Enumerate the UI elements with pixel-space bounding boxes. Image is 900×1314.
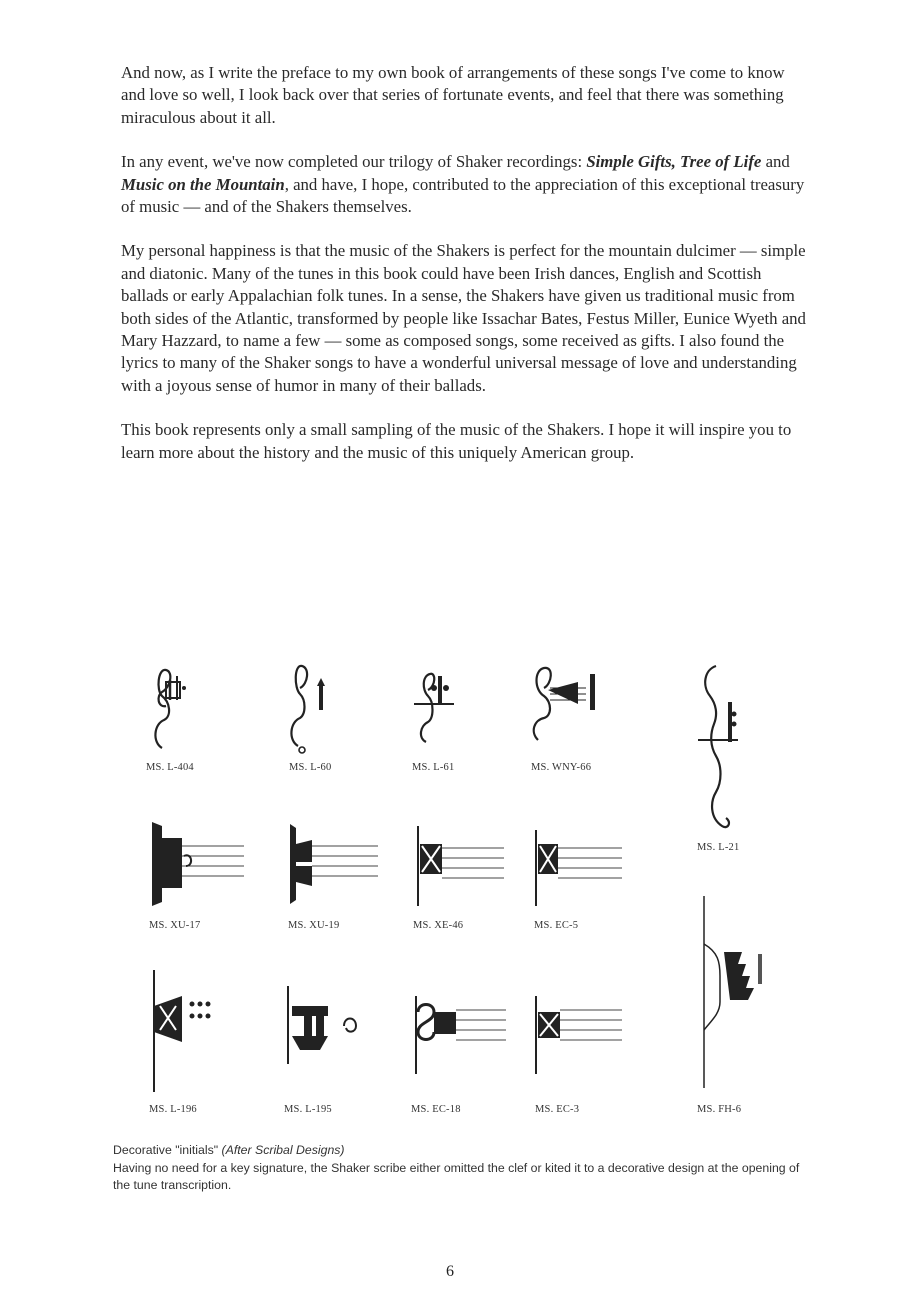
paragraph-3: My personal happiness is that the music of the Shakers is perfect for the mountain dulcimer — simple and diatonic. Many of the tunes in this book could have been Irish dances, English and Scottish ballads or early Appalachian folk tunes. In a sense, the Shakers have given us traditional music from both sides of the Atlantic, transformed by people like Issachar Bates, Festus Miller, Eunice Wyeth and Mary Hazzard, to name a few — some as composed songs, some received as gifts. I also found the lyrics to many of the Shaker songs to have a wonderful universal message of love and understanding with a joyous sense of humor in many of their ballads. [121, 241, 806, 395]
figure-label: MS. EC-5 [534, 920, 579, 931]
album-title-2: Music on the Mountain [121, 174, 285, 194]
figure-label: MS. XU-17 [149, 920, 201, 931]
figure-label: MS. L-21 [697, 842, 740, 853]
ornament-staff-xu19 [286, 820, 382, 910]
figure-label: MS. WNY-66 [531, 762, 592, 773]
caption-body: Having no need for a key signature, the Shaker scribe either omitted the clef or kited it to a decorative design at the opening of the tune transcription. [113, 1160, 800, 1192]
figure-label: MS. XU-19 [288, 920, 340, 931]
ornament-staff-l196 [148, 966, 224, 1096]
figure-label: MS. FH-6 [697, 1104, 742, 1115]
ornament-staff-xu17 [148, 818, 248, 910]
paragraph-4: This book represents only a small sampling of the music of the Shakers. I hope it will inspire you to learn more about the history and the music of this uniquely American group. [121, 420, 792, 462]
paragraph-2: In any event, we've now completed our trilogy of Shaker recordings: Simple Gifts, Tree of Life and Music on the Mountain, and have, I hope, contributed to the appreciation of this exceptional treasury of music — and of the Shakers themselves. [121, 152, 805, 217]
ornament-clef-l21 [692, 662, 748, 832]
ornament-staff-xe46 [412, 822, 508, 910]
figure-label: MS. L-195 [284, 1104, 332, 1115]
ornament-staff-fh6 [690, 892, 770, 1092]
ornament-clef-l60 [286, 660, 334, 756]
figure-label: MS. L-60 [289, 762, 332, 773]
figure-label: MS. XE-46 [413, 920, 464, 931]
caption-title: Decorative "initials" (After Scribal Designs) [113, 1143, 345, 1157]
page-number: 6 [446, 1263, 454, 1280]
figure-label: MS. L-404 [146, 762, 194, 773]
ornament-clef-l404 [148, 662, 196, 754]
figure-label: MS. EC-18 [411, 1104, 461, 1115]
ornament-staff-ec18 [410, 992, 510, 1078]
figure-label: MS. EC-3 [535, 1104, 580, 1115]
preface-text [121, 62, 811, 486]
ornament-staff-l195 [284, 982, 364, 1068]
ornament-staff-ec3 [530, 992, 626, 1078]
album-title-1: Simple Gifts, Tree of Life [586, 152, 762, 172]
paragraph-1: And now, as I write the preface to my own book of arrangements of these songs I've come to know and love so well, I look back over that series of fortunate events, and feel that there was something miraculous about it all. [121, 63, 785, 127]
figure-label: MS. L-61 [412, 762, 455, 773]
ornament-staff-ec5 [530, 826, 626, 910]
ornament-clef-l61 [410, 664, 458, 754]
ornament-clef-wny [528, 660, 608, 756]
figure-caption [113, 1142, 803, 1195]
figure-label: MS. L-196 [149, 1104, 197, 1115]
